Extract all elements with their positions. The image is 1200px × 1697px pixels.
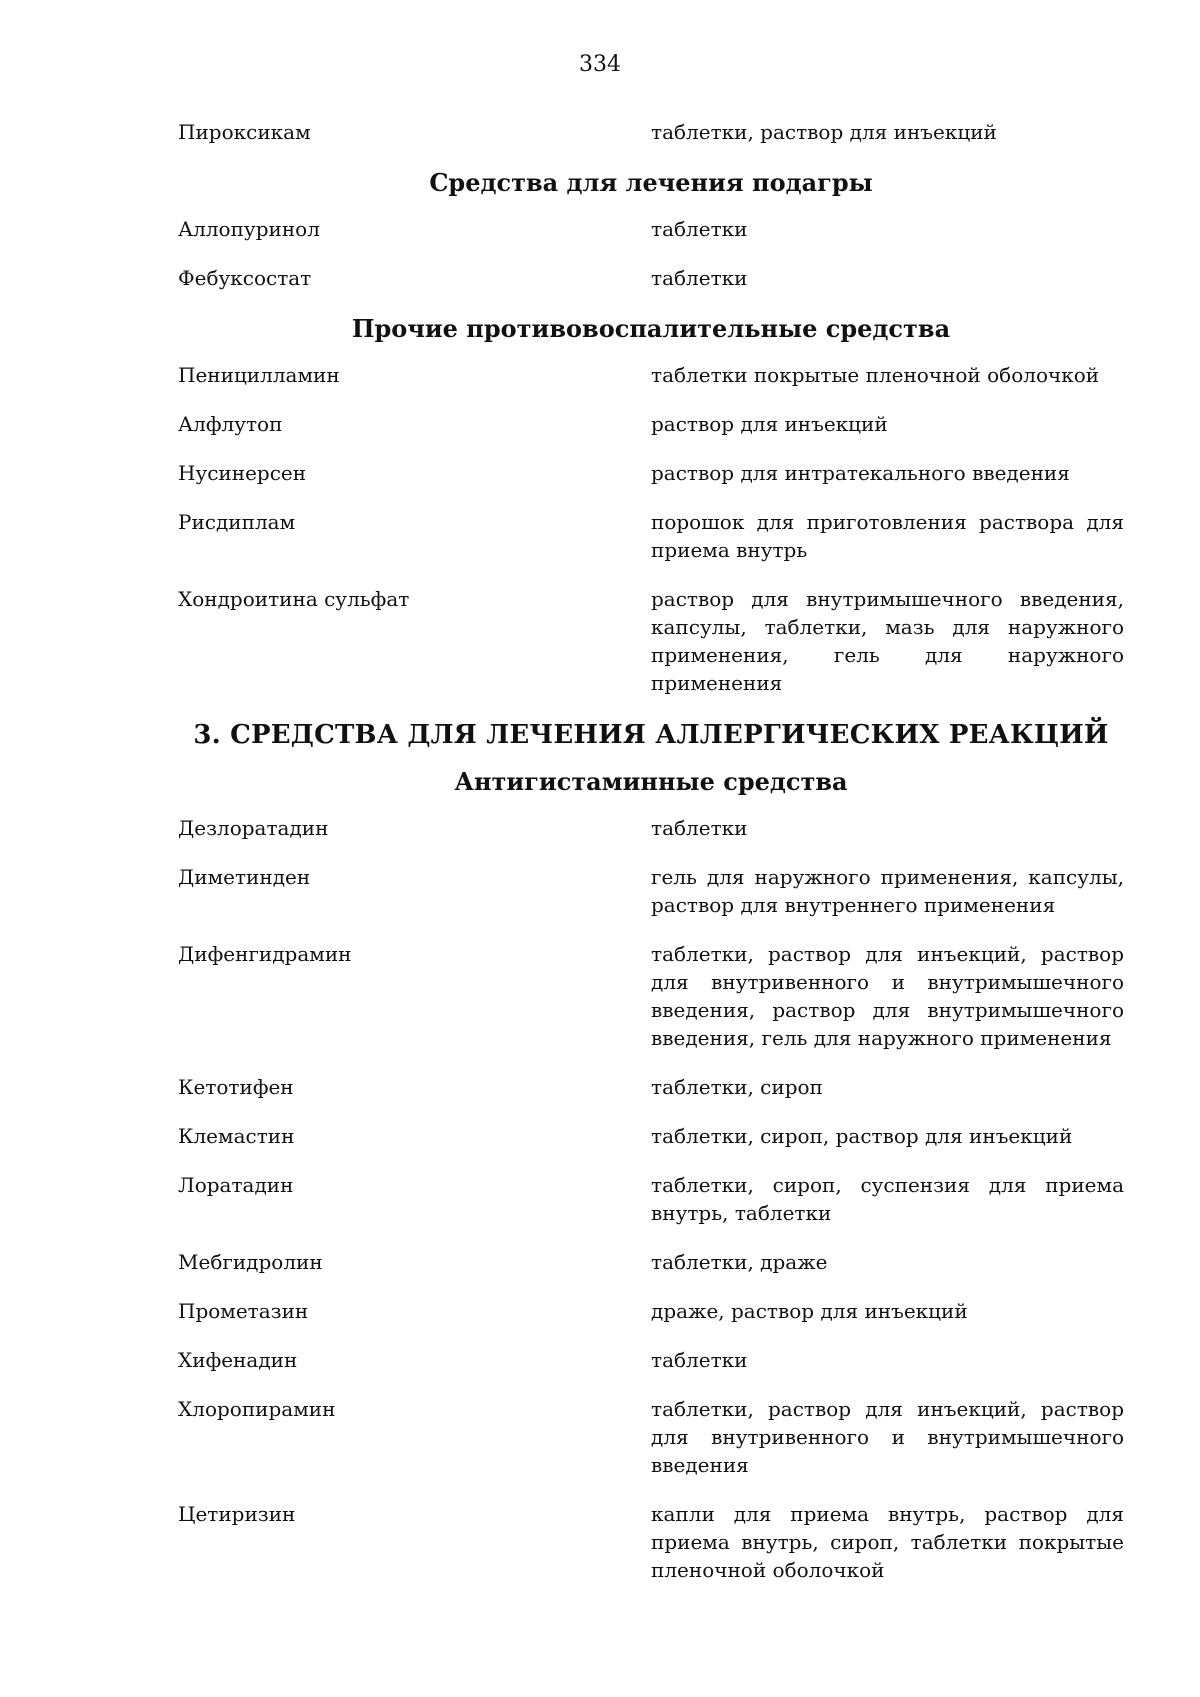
drug-name: Пироксикам — [178, 120, 311, 144]
drug-form: таблетки — [651, 1348, 748, 1372]
drug-form: таблетки — [651, 816, 748, 840]
drug-name: Хифенадин — [178, 1348, 298, 1372]
drug-row — [178, 585, 1124, 697]
drug-row — [178, 814, 1124, 842]
document-body — [178, 118, 1124, 1605]
drug-row — [178, 1171, 1124, 1227]
subsection-heading-antihistamines: Антигистаминные средства — [454, 767, 848, 796]
drug-name: Мебгидролин — [178, 1250, 323, 1274]
drug-form: порошок для приготовления раствора для приема внутрь — [651, 510, 1124, 562]
drug-name: Кетотифен — [178, 1075, 294, 1099]
drug-form: таблетки покрытые пленочной оболочкой — [651, 363, 1100, 387]
drug-form: таблетки — [651, 217, 748, 241]
drug-row — [178, 1297, 1124, 1325]
drug-row — [178, 1122, 1124, 1150]
drug-row — [178, 863, 1124, 919]
drug-row — [178, 361, 1124, 389]
drug-form: таблетки, раствор для инъекций, раствор для внутривенного и внутримышечного введения — [651, 1397, 1124, 1477]
drug-row — [178, 459, 1124, 487]
drug-row — [178, 1346, 1124, 1374]
drug-row — [178, 1395, 1124, 1479]
drug-name: Прометазин — [178, 1299, 309, 1323]
drug-row — [178, 508, 1124, 564]
drug-form: раствор для внутримышечного введения, капсулы, таблетки, мазь для наружного применения, гель для наружного применения — [651, 587, 1124, 695]
drug-name: Аллопуринол — [178, 217, 320, 241]
drug-form: таблетки, раствор для инъекций — [651, 120, 997, 144]
drug-form: гель для наружного применения, капсулы, раствор для внутреннего применения — [651, 865, 1124, 917]
drug-row — [178, 1500, 1124, 1584]
drug-form: таблетки — [651, 266, 748, 290]
drug-row — [178, 118, 1124, 146]
drug-form: таблетки, сироп — [651, 1075, 823, 1099]
drug-name: Диметинден — [178, 865, 311, 889]
drug-name: Клемастин — [178, 1124, 295, 1148]
drug-form: таблетки, сироп, суспензия для приема внутрь, таблетки — [651, 1173, 1124, 1225]
drug-row — [178, 1248, 1124, 1276]
drug-name: Пеницилламин — [178, 363, 340, 387]
drug-form: драже, раствор для инъекций — [651, 1299, 968, 1323]
drug-row — [178, 1073, 1124, 1101]
drug-row — [178, 264, 1124, 292]
drug-name: Фебуксостат — [178, 266, 312, 290]
drug-form: таблетки, сироп, раствор для инъекций — [651, 1124, 1073, 1148]
drug-name: Хлоропирамин — [178, 1397, 336, 1421]
drug-name: Лоратадин — [178, 1173, 294, 1197]
subsection-heading-gout: Средства для лечения подагры — [429, 168, 873, 197]
drug-form: раствор для интратекального введения — [651, 461, 1070, 485]
drug-name: Дифенгидрамин — [178, 942, 352, 966]
drug-row — [178, 940, 1124, 1052]
drug-name: Хондроитина сульфат — [178, 587, 410, 611]
drug-name: Рисдиплам — [178, 510, 296, 534]
section-heading-allergy: 3. СРЕДСТВА ДЛЯ ЛЕЧЕНИЯ АЛЛЕРГИЧЕСКИХ РЕАКЦИЙ — [193, 720, 1109, 750]
page-number: 334 — [579, 52, 621, 77]
subsection-heading-other-anti-inflammatory: Прочие противовоспалительные средства — [351, 314, 951, 343]
drug-row — [178, 410, 1124, 438]
drug-name: Цетиризин — [178, 1502, 296, 1526]
drug-form: таблетки, раствор для инъекций, раствор для внутривенного и внутримышечного введения, раствор для внутримышечного введения, гель для наружного применения — [651, 942, 1124, 1050]
drug-name: Алфлутоп — [178, 412, 283, 436]
drug-form: капли для приема внутрь, раствор для приема внутрь, сироп, таблетки покрытые пленочной оболочкой — [651, 1502, 1124, 1582]
drug-form: таблетки, драже — [651, 1250, 828, 1274]
drug-name: Дезлоратадин — [178, 816, 329, 840]
drug-row — [178, 215, 1124, 243]
drug-form: раствор для инъекций — [651, 412, 888, 436]
drug-name: Нусинерсен — [178, 461, 307, 485]
